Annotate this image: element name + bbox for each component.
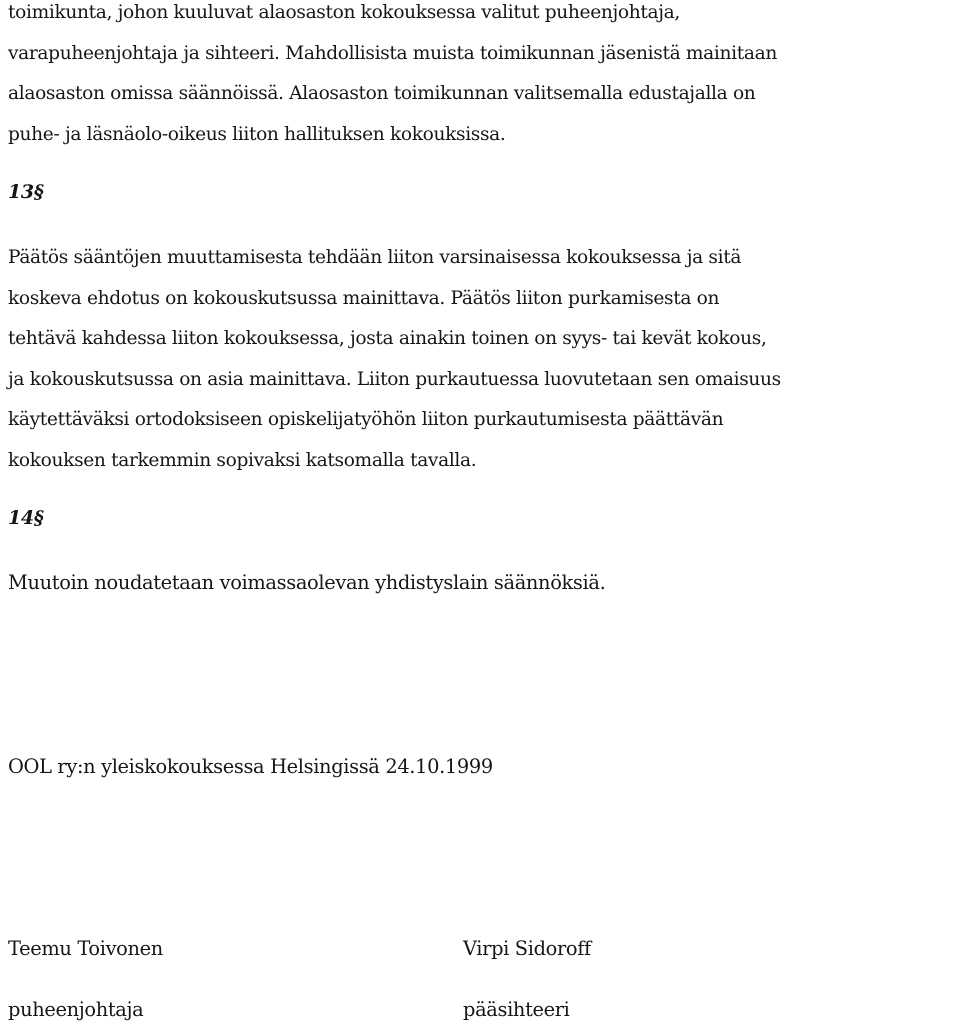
meeting-note: OOL ry:n yleiskokouksessa Helsingissä 24.10.1999 [8,755,493,778]
section-14-heading: 14§ [8,507,44,529]
paragraph-line: alaosaston omissa säännöissä. Alaosaston toimikunnan valitsemalla edustajalla on [8,83,756,104]
section-13-heading: 13§ [8,181,44,203]
paragraph-line: käytettäväksi ortodoksiseen opiskelijatyöhön liiton purkautumisesta päättävän [8,409,724,430]
paragraph-line: varapuheenjohtaja ja sihteeri. Mahdollisista muista toimikunnan jäsenistä mainitaan [8,42,777,64]
paragraph-line: Päätös sääntöjen muuttamisesta tehdään liiton varsinaisessa kokouksessa ja sitä [8,247,742,268]
continued-paragraph [8,0,777,155]
paragraph-line: ja kokouskutsussa on asia mainittava. Liiton purkautuessa luovutetaan sen omaisuus [8,368,781,390]
paragraph-line: toimikunta, johon kuuluvat alaosaston kokouksessa valitut puheenjohtaja, [8,2,680,23]
section-13-paragraph [8,238,781,481]
right-signatory-role: pääsihteeri [463,998,570,1021]
paragraph-line: kokouksen tarkemmin sopivaksi katsomalla tavalla. [8,449,477,471]
section-14-text: Muutoin noudatetaan voimassaolevan yhdistyslain säännöksiä. [8,571,606,594]
paragraph-line: tehtävä kahdessa liiton kokouksessa, josta ainakin toinen on syys- tai kevät kokous, [8,328,767,349]
document-page [8,0,956,1025]
left-signatory-name: Teemu Toivonen [8,937,163,960]
paragraph-line: puhe- ja läsnäolo-oikeus liiton hallituksen kokouksissa. [8,123,506,145]
paragraph-line: koskeva ehdotus on kokouskutsussa mainittava. Päätös liiton purkamisesta on [8,287,720,309]
right-signatory-name: Virpi Sidoroff [463,937,591,960]
left-signatory-role: puheenjohtaja [8,998,144,1021]
